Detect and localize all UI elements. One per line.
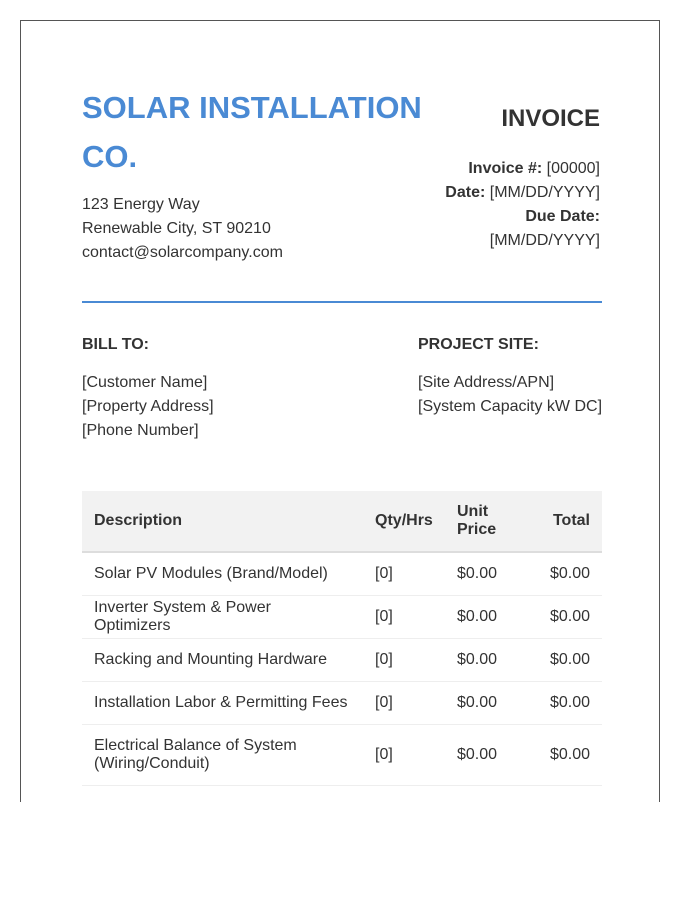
invoice-page bbox=[20, 20, 660, 802]
row-unit-price: $0.00 bbox=[445, 552, 533, 596]
row-description: Racking and Mounting Hardware bbox=[82, 639, 363, 682]
company-info bbox=[82, 193, 283, 265]
row-description: Solar PV Modules (Brand/Model) bbox=[82, 552, 363, 596]
invoice-date bbox=[445, 181, 600, 205]
row-total: $0.00 bbox=[533, 682, 602, 725]
row-total: $0.00 bbox=[533, 725, 602, 786]
bill-to-property-address: [Property Address] bbox=[82, 398, 214, 415]
row-qty: [0] bbox=[363, 596, 445, 639]
bill-to-phone-number: [Phone Number] bbox=[82, 422, 199, 439]
row-description: Installation Labor & Permitting Fees bbox=[82, 682, 363, 725]
bill-to-customer-name: [Customer Name] bbox=[82, 374, 208, 391]
invoice-due-date-value: [MM/DD/YYYY] bbox=[489, 232, 600, 249]
header-total: Total bbox=[533, 491, 602, 552]
table-row bbox=[82, 552, 602, 596]
table-row bbox=[82, 596, 602, 639]
invoice-title: INVOICE bbox=[501, 105, 600, 132]
invoice-date-value: [MM/DD/YYYY] bbox=[485, 184, 600, 201]
row-total: $0.00 bbox=[533, 596, 602, 639]
company-email: contact@solarcompany.com bbox=[82, 244, 283, 261]
bill-to-section bbox=[82, 335, 214, 443]
row-description: Electrical Balance of System (Wiring/Conduit) bbox=[82, 725, 363, 786]
row-unit-price: $0.00 bbox=[445, 682, 533, 725]
invoice-date-label: Date: bbox=[445, 184, 486, 201]
invoice-due-date-label: Due Date: bbox=[525, 208, 600, 225]
invoice-number-value: [00000] bbox=[542, 160, 600, 177]
project-site-title: PROJECT SITE: bbox=[418, 336, 539, 353]
header-qty: Qty/Hrs bbox=[363, 491, 445, 552]
company-address-line2: Renewable City, ST 90210 bbox=[82, 220, 271, 237]
project-site-address: [Site Address/APN] bbox=[418, 374, 555, 391]
project-site-capacity: [System Capacity kW DC] bbox=[418, 398, 603, 415]
table-header-row bbox=[82, 491, 602, 552]
bill-to-title: BILL TO: bbox=[82, 336, 149, 353]
row-total: $0.00 bbox=[533, 639, 602, 682]
header-description: Description bbox=[82, 491, 363, 552]
header-divider bbox=[82, 301, 602, 303]
project-site-section bbox=[418, 335, 602, 419]
company-name: SOLAR INSTALLATION CO. bbox=[82, 90, 422, 174]
row-qty: [0] bbox=[363, 552, 445, 596]
table-row bbox=[82, 725, 602, 786]
row-unit-price: $0.00 bbox=[445, 639, 533, 682]
invoice-header bbox=[445, 105, 600, 253]
table-row bbox=[82, 639, 602, 682]
company-address-line1: 123 Energy Way bbox=[82, 196, 200, 213]
line-items-table bbox=[82, 491, 602, 786]
row-unit-price: $0.00 bbox=[445, 725, 533, 786]
row-unit-price: $0.00 bbox=[445, 596, 533, 639]
row-qty: [0] bbox=[363, 682, 445, 725]
table-row bbox=[82, 682, 602, 725]
row-description: Inverter System & Power Optimizers bbox=[82, 596, 363, 639]
invoice-number-label: Invoice #: bbox=[468, 160, 543, 177]
row-qty: [0] bbox=[363, 639, 445, 682]
header-unit-price: Unit Price bbox=[445, 491, 533, 552]
invoice-number bbox=[445, 157, 600, 181]
row-qty: [0] bbox=[363, 725, 445, 786]
row-total: $0.00 bbox=[533, 552, 602, 596]
